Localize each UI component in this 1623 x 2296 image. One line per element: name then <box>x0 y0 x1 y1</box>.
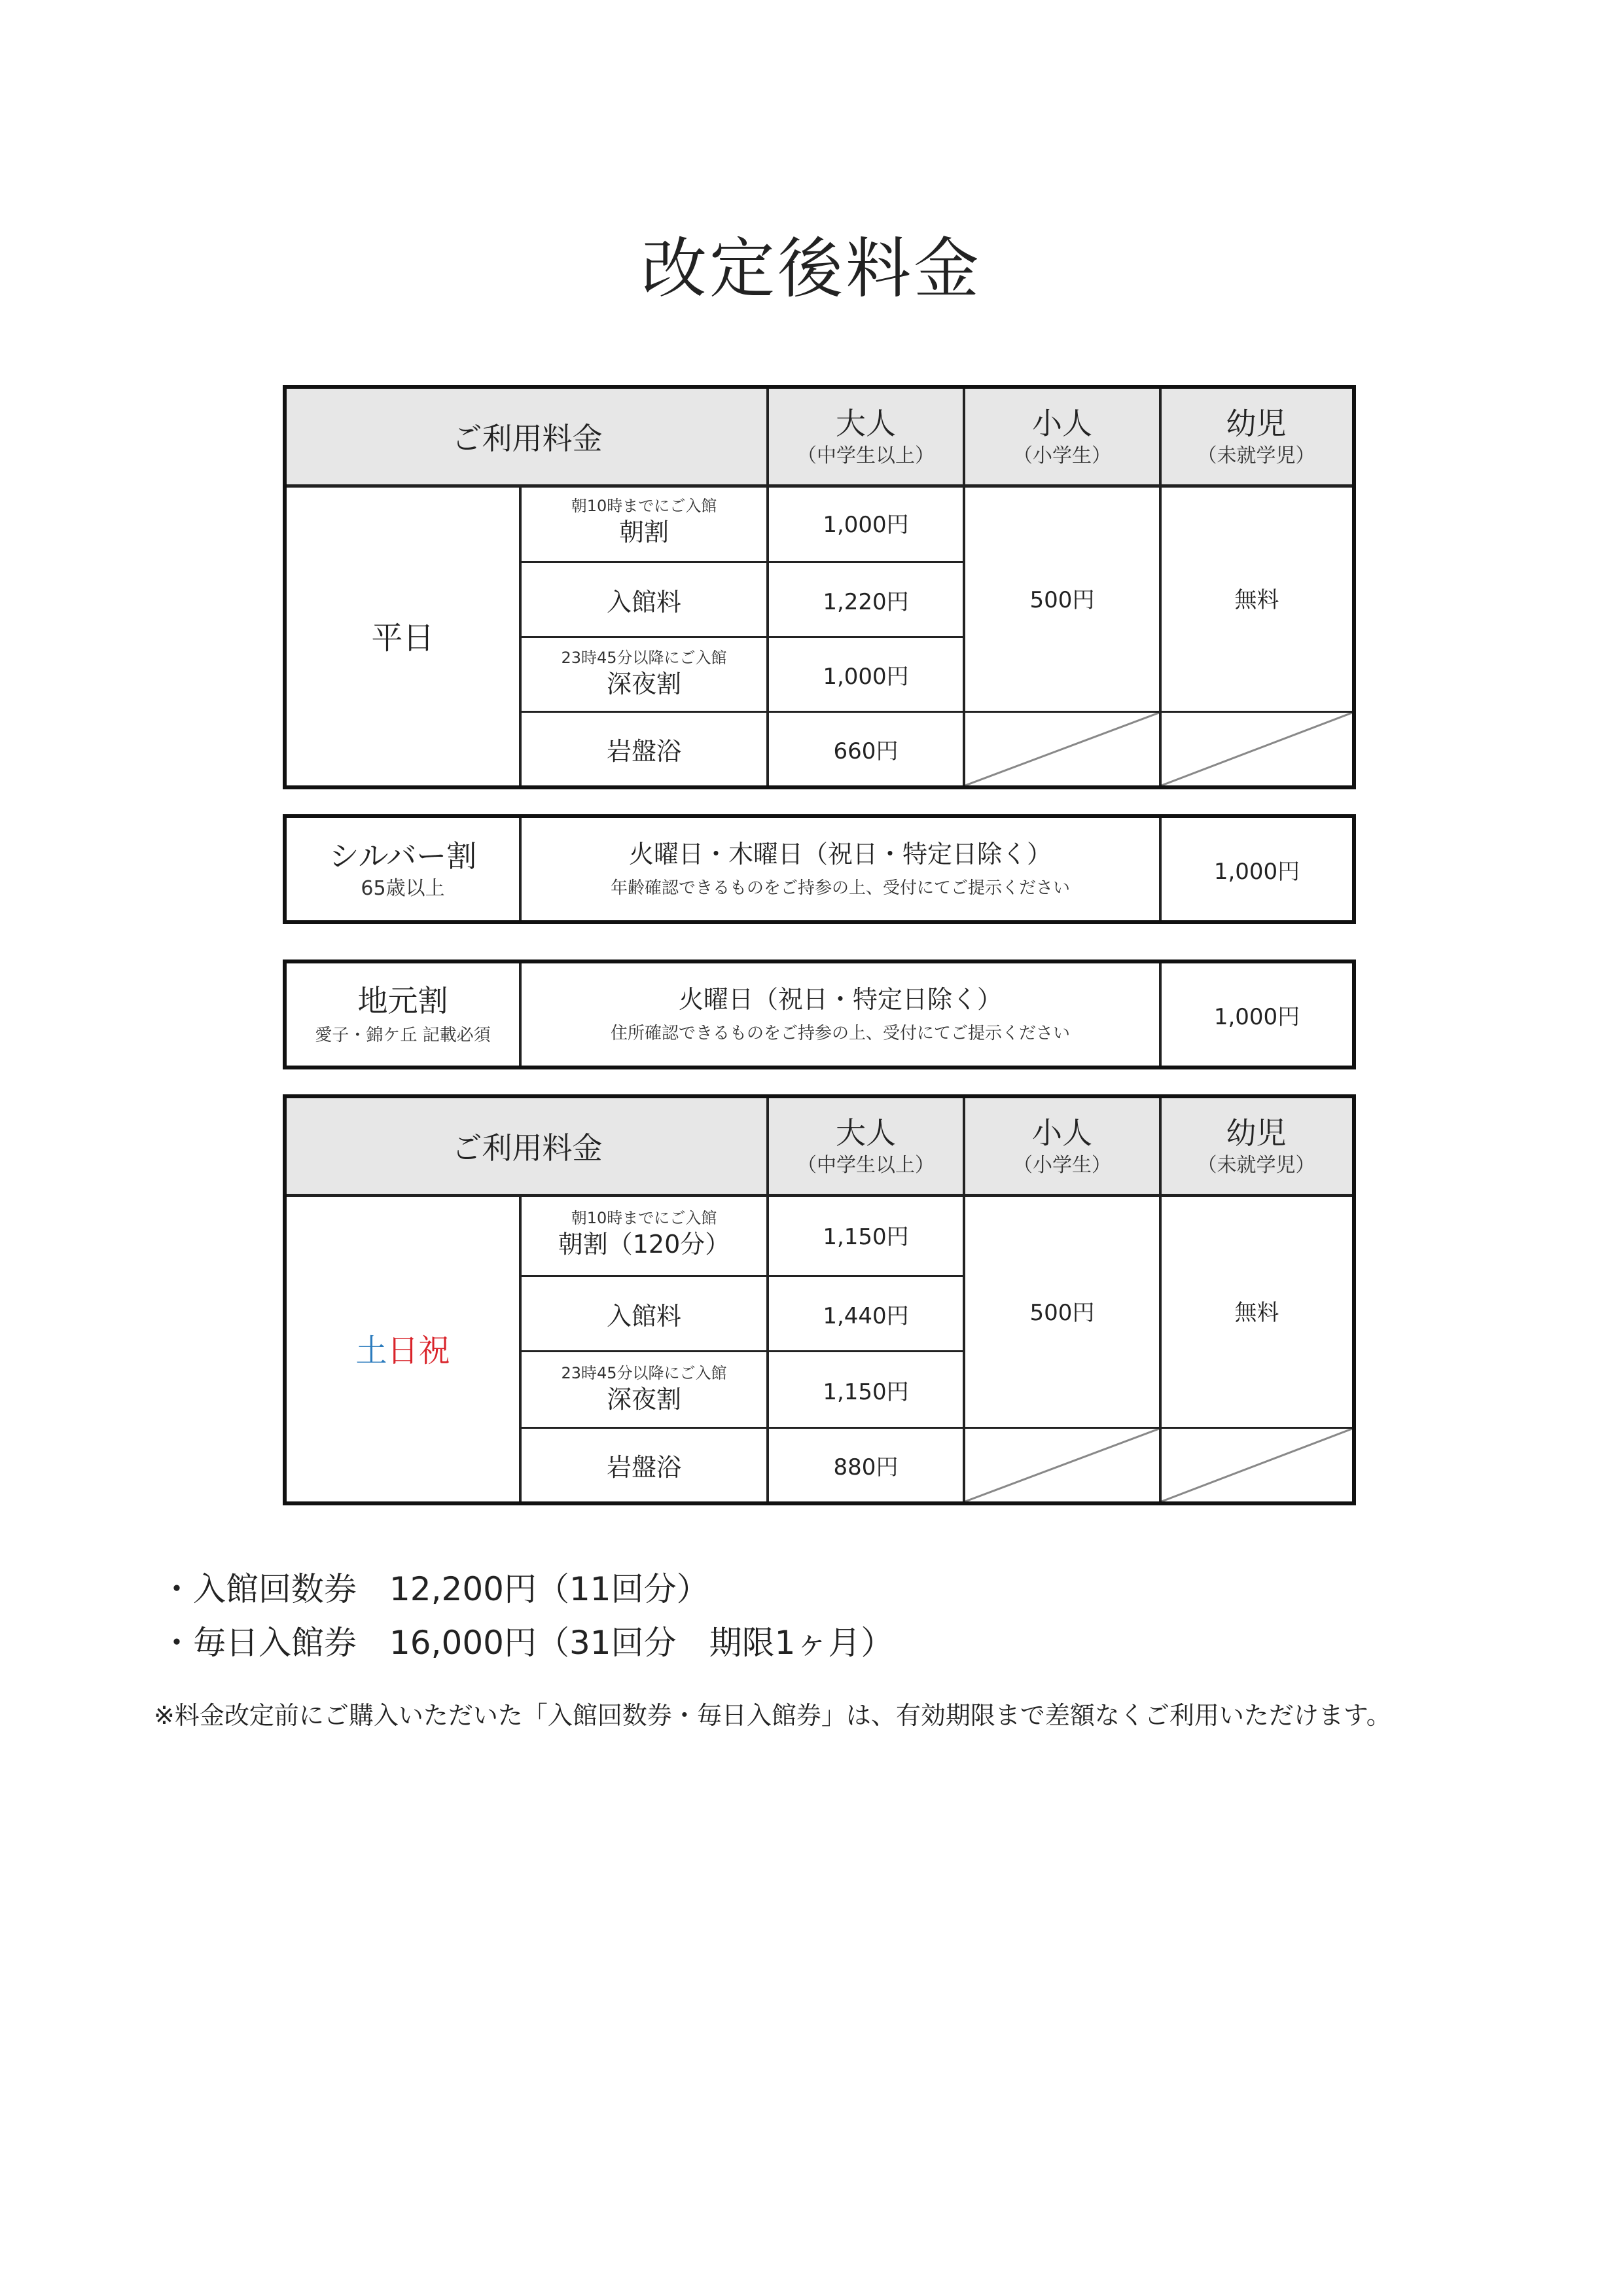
weekend-infant-price: 無料 <box>1234 1299 1279 1326</box>
header-child <box>964 1098 1160 1194</box>
silver-discount-box <box>283 814 1356 924</box>
header-usage-fee-label: ご利用料金 <box>452 1130 603 1166</box>
header-child-label: 小人 <box>1032 405 1092 441</box>
weekday-bedrock-price: 660円 <box>833 738 899 764</box>
header-adult <box>768 389 964 484</box>
local-label-cell <box>287 963 519 1066</box>
header-child-label: 小人 <box>1032 1115 1092 1151</box>
weekday-late-cell <box>522 638 766 711</box>
weekend-late-price: 1,150円 <box>823 1378 909 1405</box>
weekend-label <box>355 1325 450 1371</box>
weekday-bedrock-cell <box>522 713 766 785</box>
silver-price: 1,000円 <box>1213 858 1300 885</box>
weekend-morning-label: 朝割（120分） <box>558 1229 730 1259</box>
daily-pass-line: ・毎日入館券 16,000円（31回分 期限1ヶ月） <box>160 1624 894 1662</box>
header-child-sub: （小学生） <box>1013 444 1111 468</box>
footnote: ※料金改定前にご購入いただいた「入館回数券・毎日入館券」は、有効期限まで差額なくご利用いただけます。 <box>154 1701 1391 1730</box>
weekday-bedrock-label: 岩盤浴 <box>606 737 681 766</box>
weekday-bedrock-price-cell <box>769 713 963 785</box>
weekend-bedrock-label: 岩盤浴 <box>606 1453 681 1482</box>
weekend-entry-price: 1,440円 <box>823 1302 909 1329</box>
silver-days: 火曜日・木曜日（祝日・特定日除く） <box>628 840 1052 869</box>
weekend-label-cell <box>287 1194 519 1501</box>
weekend-morning-price-cell <box>769 1194 963 1275</box>
not-applicable-slash <box>965 713 1159 785</box>
weekday-entry-cell <box>522 563 766 636</box>
header-adult <box>768 1098 964 1194</box>
weekend-entry-price-cell <box>769 1277 963 1350</box>
weekend-bedrock-price: 880円 <box>833 1454 899 1480</box>
weekday-late-note: 23時45分以降にご入館 <box>561 649 727 668</box>
sunday-holiday-label: 日祝 <box>387 1332 450 1369</box>
weekend-bedrock-price-cell <box>769 1429 963 1501</box>
weekday-entry-price: 1,220円 <box>823 588 909 615</box>
header-infant-label: 幼児 <box>1226 1115 1287 1151</box>
silver-price-cell <box>1162 818 1352 920</box>
header-usage-fee <box>287 1098 768 1194</box>
weekend-entry-cell <box>522 1277 766 1350</box>
weekday-late-price: 1,000円 <box>823 664 909 690</box>
weekend-morning-note: 朝10時までにご入館 <box>571 1208 717 1227</box>
weekend-morning-cell <box>522 1194 766 1275</box>
page-title: 改定後料金 <box>641 230 982 307</box>
local-note: 住所確認できるものをご持参の上、受付にてご提示ください <box>610 1023 1070 1043</box>
weekend-bedrock-cell <box>522 1429 766 1501</box>
header-child <box>964 389 1160 484</box>
weekend-late-price-cell <box>769 1352 963 1427</box>
weekend-price-table <box>283 1094 1356 1505</box>
not-applicable-slash <box>1162 1429 1352 1501</box>
weekday-late-price-cell <box>769 638 963 711</box>
weekend-morning-price: 1,150円 <box>823 1223 909 1250</box>
not-applicable-slash <box>965 1429 1159 1501</box>
silver-label-cell <box>287 818 519 920</box>
silver-note: 年齢確認できるものをご持参の上、受付にてご提示ください <box>610 878 1070 898</box>
local-label: 地元割 <box>357 983 448 1019</box>
header-infant <box>1160 389 1352 484</box>
weekday-morning-note: 朝10時までにご入館 <box>571 497 717 516</box>
weekday-morning-price: 1,000円 <box>823 512 909 538</box>
local-price: 1,000円 <box>1213 1003 1300 1030</box>
local-sub: 愛子・錦ケ丘 記載必須 <box>315 1026 491 1045</box>
weekday-entry-price-cell <box>769 563 963 636</box>
weekday-infant-price-cell <box>1162 484 1352 711</box>
saturday-label: 土 <box>355 1332 387 1369</box>
weekend-infant-price-cell <box>1162 1194 1352 1427</box>
weekday-label-cell <box>287 484 519 785</box>
silver-condition-cell <box>522 818 1159 920</box>
header-adult-sub: （中学生以上） <box>797 444 935 468</box>
weekend-late-label: 深夜割 <box>606 1384 681 1414</box>
weekday-late-label: 深夜割 <box>606 670 681 699</box>
header-infant-label: 幼児 <box>1226 405 1287 441</box>
silver-label: シルバー割 <box>329 838 477 874</box>
header-child-sub: （小学生） <box>1013 1154 1111 1177</box>
weekend-child-price-cell <box>965 1194 1159 1427</box>
header-infant-sub: （未就学児） <box>1197 444 1315 468</box>
weekend-entry-label: 入館料 <box>606 1301 681 1331</box>
local-price-cell <box>1162 963 1352 1066</box>
local-condition-cell <box>522 963 1159 1066</box>
weekday-child-price: 500円 <box>1029 586 1095 613</box>
weekday-label: 平日 <box>371 619 435 656</box>
not-applicable-slash <box>1162 713 1352 785</box>
silver-sub: 65歳以上 <box>361 877 445 901</box>
coupon-ticket-line: ・入館回数券 12,200円（11回分） <box>160 1570 709 1608</box>
header-infant-sub: （未就学児） <box>1197 1154 1315 1177</box>
weekday-child-price-cell <box>965 484 1159 711</box>
weekday-entry-label: 入館料 <box>606 587 681 617</box>
weekday-infant-price: 無料 <box>1234 586 1279 613</box>
header-usage-fee-label: ご利用料金 <box>452 421 603 456</box>
weekday-morning-cell <box>522 484 766 561</box>
local-days: 火曜日（祝日・特定日除く） <box>678 985 1002 1014</box>
weekday-morning-label: 朝割 <box>618 518 669 547</box>
weekday-morning-price-cell <box>769 484 963 561</box>
weekday-price-table <box>283 385 1356 789</box>
header-adult-sub: （中学生以上） <box>797 1154 935 1177</box>
header-usage-fee <box>287 389 768 484</box>
weekend-late-note: 23時45分以降にご入館 <box>561 1363 727 1382</box>
weekend-late-cell <box>522 1352 766 1427</box>
header-infant <box>1160 1098 1352 1194</box>
weekend-child-price: 500円 <box>1029 1299 1095 1326</box>
local-discount-box <box>283 960 1356 1069</box>
header-adult-label: 大人 <box>836 405 896 441</box>
header-adult-label: 大人 <box>836 1115 896 1151</box>
